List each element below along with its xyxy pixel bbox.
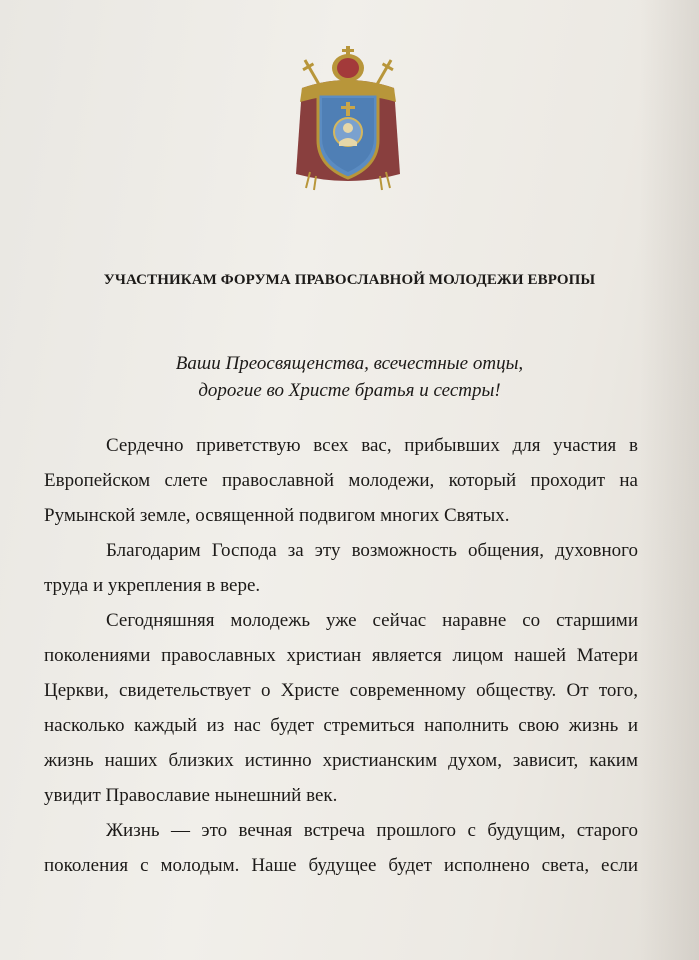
text-line: Румынской земле, освященной подвигом многих Святых. (44, 505, 510, 526)
text-line: Европейском слете православной молодежи, который проходит на (44, 470, 638, 491)
text-line: жизнь наших близких истинно христианским духом, зависит, каким (44, 750, 638, 771)
text-line: Сердечно приветствую всех вас, прибывших для участия в (106, 435, 638, 456)
text-line: Сегодняшняя молодежь уже сейчас наравне со старшими (106, 610, 638, 631)
text-line: труда и укрепления в вере. (44, 575, 261, 596)
text-line: поколения с молодым. Наше будущее будет исполнено света, если (44, 855, 638, 876)
text-line: насколько каждый из нас будет стремиться наполнить свою жизнь и (44, 715, 638, 736)
salutation-line: Ваши Преосвященства, всечестные отцы, (175, 353, 524, 374)
text-line: Благодарим Господа за эту возможность общения, духовного (106, 540, 638, 561)
letter-heading: УЧАСТНИКАМ ФОРУМА ПРАВОСЛАВНОЙ МОЛОДЕЖИ ЕВРОПЫ (103, 272, 596, 288)
text-line: Церкви, свидетельствует о Христе современному обществу. От того, (44, 680, 638, 701)
paragraph (44, 603, 638, 813)
text-line: поколениями православных христиан является лицом нашей Матери (44, 645, 638, 666)
letter-body (44, 428, 638, 883)
salutation (0, 350, 699, 404)
coat-of-arms-icon (288, 42, 408, 192)
salutation-line: дорогие во Христе братья и сестры! (198, 380, 501, 401)
paragraph (44, 533, 638, 603)
text-line: увидит Православие нынешний век. (44, 785, 338, 806)
paragraph (44, 813, 638, 883)
text-line: Жизнь — это вечная встреча прошлого с будущим, старого (106, 820, 638, 841)
paragraph (44, 428, 638, 533)
